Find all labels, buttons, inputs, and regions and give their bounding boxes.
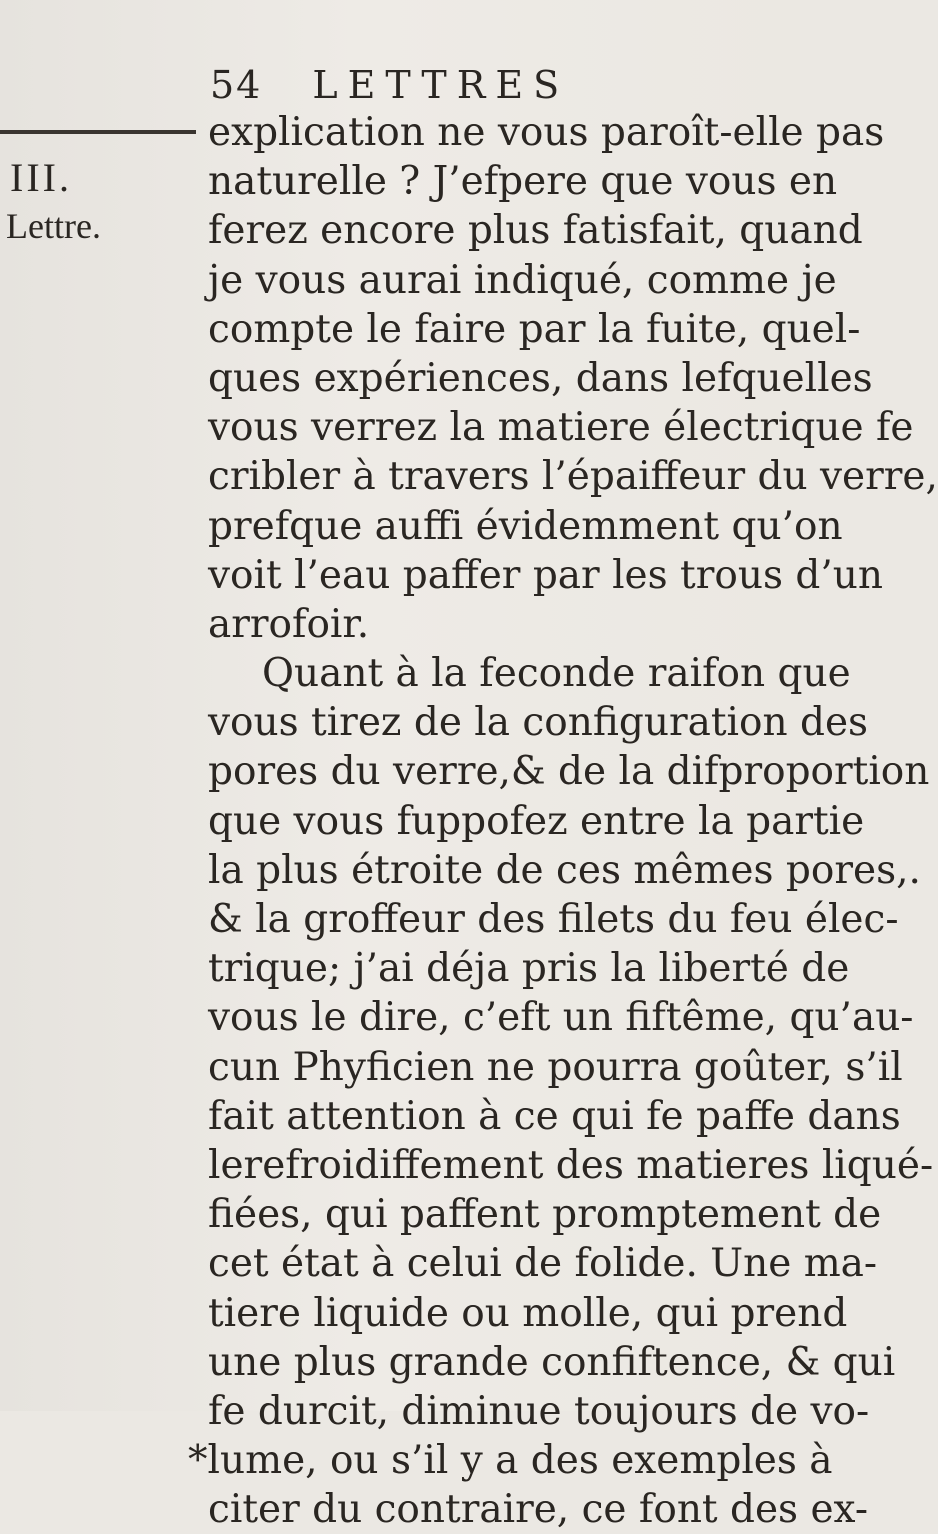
- text-line: lerefroidiffement des matieres liqué-: [208, 1142, 934, 1188]
- text-line: fiées, qui paffent promptement de: [208, 1192, 882, 1238]
- text-line: fe durcit, diminue toujours de vo-: [208, 1388, 870, 1434]
- text-line: trique; j’ai déja pris la liberté de: [208, 946, 850, 992]
- text-line: vous verrez la matiere électrique fe: [208, 405, 914, 451]
- text-line: explication ne vous paroît-elle pas: [208, 110, 885, 155]
- text-line: *lume, ou s’il y a des exemples à: [188, 1438, 833, 1484]
- margin-letter-number: III.: [10, 155, 72, 200]
- text-line: ques expériences, dans lefquelles: [208, 355, 873, 401]
- text-line: une plus grande confiftence, & qui: [208, 1339, 896, 1385]
- margin-letter-label: Lettre.: [6, 206, 101, 246]
- page-number: 54: [210, 63, 263, 107]
- text-line: fait attention à ce qui fe paffe dans: [208, 1093, 901, 1139]
- text-line: & la groffeur des filets du feu élec-: [208, 897, 899, 942]
- text-line: vous le dire, c’eft un fiftême, qu’au-: [208, 995, 914, 1041]
- body-text: [188, 108, 938, 1534]
- text-line: la plus étroite de ces mêmes pores,.: [208, 847, 921, 893]
- text-line: ferez encore plus fatisfait, quand: [208, 208, 863, 254]
- text-line: tiere liquide ou molle, qui prend: [208, 1290, 848, 1336]
- paragraph-end-line: arrofoir.: [208, 601, 370, 647]
- page-header: [210, 63, 570, 107]
- text-line: compte le faire par la fuite, quel-: [208, 306, 861, 352]
- running-title: LETTRES: [312, 63, 570, 107]
- text-line: que vous fuppofez entre la partie: [208, 798, 865, 844]
- text-line: cet état à celui de folide. Une ma-: [208, 1241, 878, 1287]
- text-line: citer du contraire, ce font des ex-: [208, 1487, 869, 1533]
- text-line: cribler à travers l’épaiffeur du verre,: [208, 454, 938, 500]
- text-line: prefque auffi évidemment qu’on: [208, 503, 843, 549]
- text-line: cun Phyficien ne pourra goûter, s’il: [208, 1044, 903, 1090]
- text-line: vous tirez de la configuration des: [208, 700, 869, 746]
- margin-rule: [0, 130, 196, 134]
- text-line: voit l’eau paffer par les trous d’un: [208, 552, 883, 598]
- paragraph-start-line: Quant à la feconde raifon que: [262, 651, 851, 697]
- text-line: pores du verre,& de la difproportion: [208, 749, 930, 795]
- text-line: je vous aurai indiqué, comme je: [208, 257, 837, 303]
- text-line: naturelle ? J’efpere que vous en: [208, 159, 838, 205]
